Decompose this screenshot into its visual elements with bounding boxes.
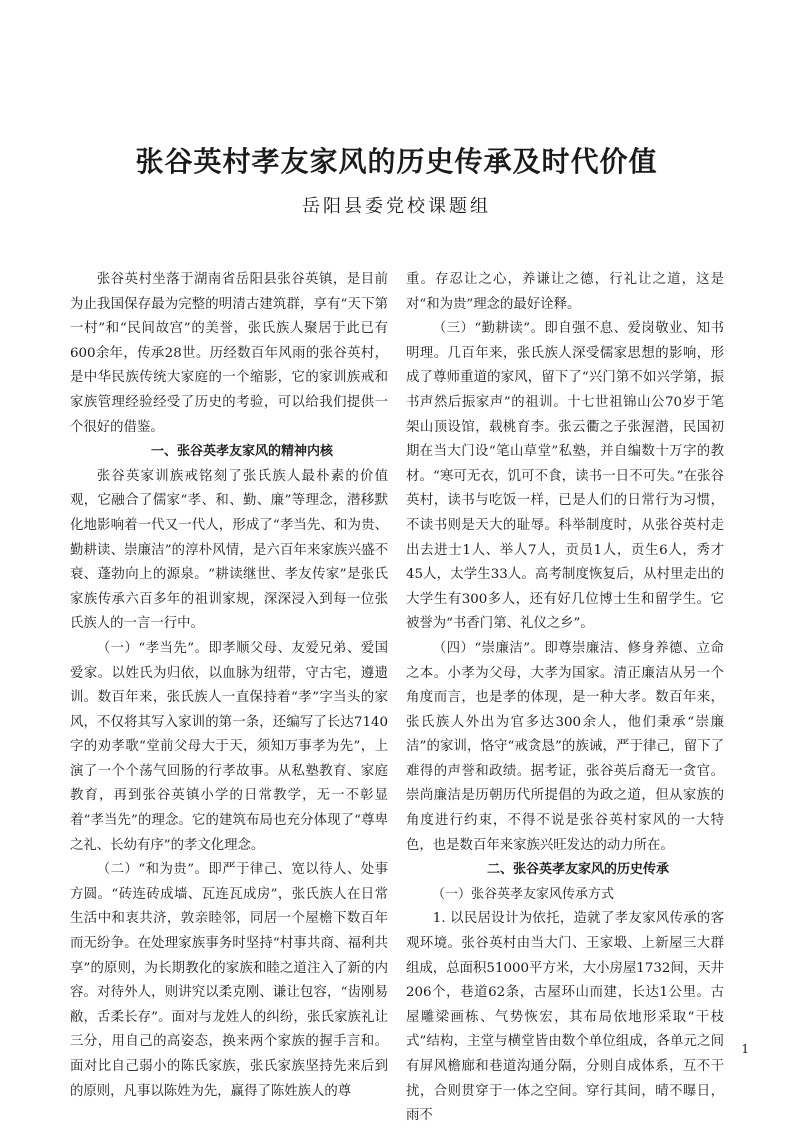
right-column — [406, 268, 724, 1129]
page-number: 1 — [741, 1042, 749, 1056]
section-heading-1: 一、张谷英孝友家风的精神内核 — [150, 444, 333, 460]
intro-paragraph: 张谷英村坐落于湖南省岳阳县张谷英镇，是目前为止我国保存最为完整的明清古建筑群，享有“天下第一村”和“民间故宫”的美誉，张氏族人聚居于此已有600余年，传承28世。历经数百年风雨的张谷英村，是中华民族传统大家庭的一个缩影，它的家训族戒和家族管理经验经受了历史的考验，可以给我们提供一个很好的借鉴。 — [70, 272, 388, 435]
section-heading-2: 二、张谷英孝友家风的历史传承 — [486, 862, 669, 878]
author-byline: 岳阳县委党校课题组 — [302, 196, 491, 217]
body-paragraph: （一）“孝当先”。即孝顺父母、友爱兄弟、爱国爱家。以姓氏为归依，以血脉为纽带，守古宅，遵遗训。数百年来，张氏族人一直保持着“孝”字当头的家风，不仅将其写入家训的第一条，还编写了长达7140字的劝孝歌“堂前父母大于天，须知万事孝为先”，上演了一个个荡气回肠的行孝故事。从私塾教育、家庭教育，再到张谷英镇小学的日常教学，无一不彰显着“孝当先”的理念。它的建筑布局也充分体现了“尊卑之礼、长幼有序”的孝文化理念。 — [70, 640, 388, 853]
subsection-heading: （一）张谷英孝友家风传承方式 — [432, 886, 615, 902]
body-paragraph: 张谷英家训族戒铭刻了张氏族人最朴素的价值观，它融合了儒家“孝、和、勤、廉”等理念，潜移默化地影响着一代又一代人，形成了“孝当先、和为贵、勤耕读、崇廉洁”的淳朴风情，是六百年来家族兴盛不衰、蓬勃向上的源泉。“耕读继世、孝友传家”是张氏家族传承六百多年的祖训家规，深深浸入到每一位张氏族人的一言一行中。 — [70, 468, 388, 632]
continued-paragraph: 重。存忍让之心，养谦让之德，行礼让之道，这是对“和为贵”理念的最好诠释。 — [406, 272, 724, 312]
left-column — [70, 268, 388, 1104]
body-paragraph: 1. 以民居设计为依托，造就了孝友家风传承的客观环境。张谷英村由当大门、王家塅、上新屋三大群组成，总面积51000平方米，大小房屋1732间，天井206个，巷道62条，古屋环山而建，长达1公里。古屋雕梁画栋、气势恢宏，其布局依地形采取“干枝式”结构，主堂与横堂皆由数个单位组成，各单元之间有屏风檐廊和巷道沟通分隔，分则自成体系，互不干扰，合则贯穿于一体之空间。穿行其间，晴不曝日，雨不 — [406, 911, 724, 1124]
page-title: 张谷英村孝友家风的历史传承及时代价值 — [135, 145, 658, 178]
body-paragraph: （三）“勤耕读”。即自强不息、爱岗敬业、知书明理。几百年来，张氏族人深受儒家思想的影响，形成了尊师重道的家风，留下了“兴门第不如兴学第，振书声然后振家声”的祖训。十七世祖锦山公70岁于笔架山顶设馆，载桃育李。张云衢之子张渥潜，民国初期在当大门设“笔山草堂”私塾，并自编数十万字的教材。“寒可无衣，饥可不食，读书一日不可失。”在张谷英村，读书与吃饭一样，已是人们的日常行为习惯，不读书则是天大的耻辱。科举制度时，从张谷英村走出去进士1人、举人7人，贡员1人，贡生6人，秀才45人，太学生33人。高考制度恢复后，从村里走出的大学生有300多人，还有好几位博士生和留学生。它被誉为“书香门第、礼仪之乡”。 — [406, 321, 724, 632]
body-paragraph: （四）“崇廉洁”。即尊崇廉洁、修身养德、立命之本。小孝为父母，大孝为国家。清正廉洁从另一个角度而言，也是孝的体现，是一种大孝。数百年来，张氏族人外出为官多达300余人，他们秉承“崇廉洁”的家训，恪守“戒贪恳”的族诫，严于律己，留下了难得的声誉和政绩。据考证，张谷英后裔无一贪官。崇尚廉洁是历朝历代所提倡的为政之道，但从家族的角度进行约束，不得不说是张谷英村家风的一大特色，也是数百年来家族兴旺发达的动力所在。 — [406, 640, 724, 853]
body-paragraph: （二）“和为贵”。即严于律己、宽以待人、处事方圆。“砖连砖成墙、瓦连瓦成房”，张氏族人在日常生活中和衷共济，敦亲睦邻，同居一个屋檐下数百年而无纷争。在处理家族事务时坚持“村事共商、福利共享”的原则，为长期教化的家族和睦之道注入了新的内容。对待外人，则讲究以柔克刚、谦让包容，“齿刚易敝，舌柔长存”。面对与龙姓人的纠纷，张氏家族礼让三分，用自己的高姿态，换来两个家族的握手言和。面对比自己弱小的陈氏家族，张氏家族坚持先来后到的原则，凡事以陈姓为先，赢得了陈姓族人的尊 — [70, 862, 388, 1099]
